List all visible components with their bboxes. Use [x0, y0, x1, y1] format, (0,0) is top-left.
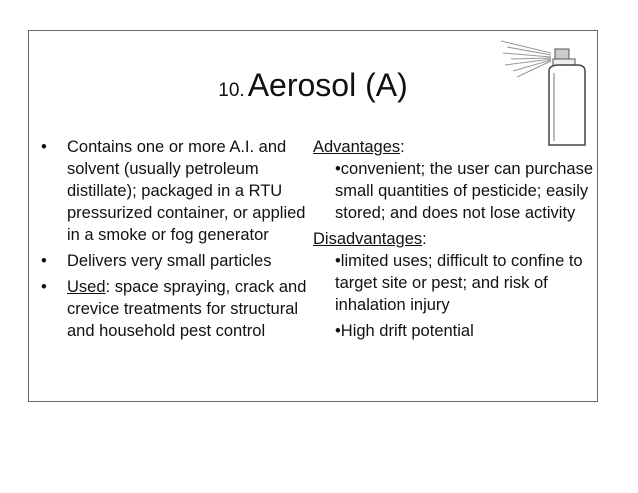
bullet-text: Delivers very small particles	[67, 252, 272, 270]
bullet-dot: •	[41, 138, 47, 156]
bullet-text: Contains one or more A.I. and solvent (usually petroleum distillate); packaged in a RTU pressurized container, or applied in a smoke or fog generator	[67, 138, 306, 244]
bullet-dot: •	[41, 252, 47, 270]
left-bullet-list	[35, 136, 315, 346]
disadvantage-item: •limited uses; difficult to confine to target site or pest; and risk of inhalation injury	[335, 252, 583, 314]
right-column	[313, 136, 595, 342]
slide	[28, 30, 598, 402]
disadvantage-item: •High drift potential	[335, 322, 474, 340]
bullet-item	[35, 276, 315, 342]
title-number: 10.	[218, 80, 245, 101]
bullet-text: : space spraying, crack and crevice treatments for structural and household pest control	[67, 278, 307, 340]
advantage-item: •convenient; the user can purchase small quantities of pesticide; easily stored; and does not lose activity	[335, 160, 594, 222]
used-label: Used	[67, 278, 106, 296]
disadvantages-heading: Disadvantages:	[313, 230, 427, 248]
bullet-dot: •	[41, 278, 47, 296]
title-text: Aerosol (A)	[247, 67, 408, 103]
advantages-heading: Advantages:	[313, 138, 405, 156]
slide-title	[29, 69, 597, 101]
bullet-item	[35, 136, 315, 246]
bullet-item	[35, 250, 315, 272]
